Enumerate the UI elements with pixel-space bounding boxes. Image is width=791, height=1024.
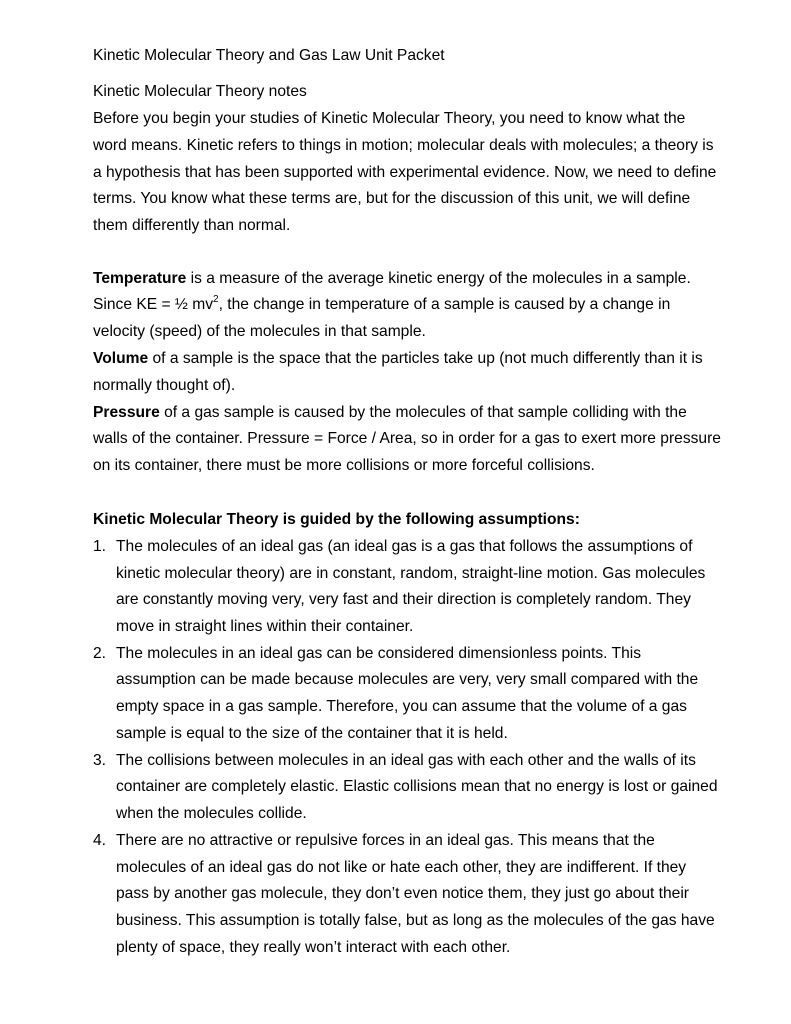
volume-term: Volume	[93, 350, 149, 367]
temperature-term: Temperature	[93, 270, 187, 287]
assumption-line: move in straight lines within their container.	[116, 618, 414, 635]
assumption-line: are constantly moving very, very fast and their direction is completely random. They	[116, 591, 691, 608]
temperature-exponent: 2	[213, 293, 219, 305]
temperature-formula-rest: , the change in temperature of a sample is caused by a change in	[218, 296, 671, 313]
assumption-number: 4.	[93, 832, 107, 849]
assumption-line: There are no attractive or repulsive forces in an ideal gas. This means that the	[116, 832, 655, 849]
assumption-line: empty space in a gas sample. Therefore, you can assume that the volume of a gas	[116, 698, 687, 715]
intro-line: terms. You know what these terms are, but for the discussion of this unit, we will define	[93, 190, 691, 207]
assumption-number: 3.	[93, 752, 107, 769]
intro-line: word means. Kinetic refers to things in motion; molecular deals with molecules; a theory is	[93, 137, 714, 154]
assumption-line: pass by another gas molecule, they don’t even notice them, they just go about their	[116, 885, 689, 902]
temperature-definition	[93, 270, 691, 288]
assumption-number: 1.	[93, 538, 107, 555]
document-title: Kinetic Molecular Theory and Gas Law Unit Packet	[93, 47, 445, 64]
assumption-line: assumption can be made because molecules are very, very small compared with the	[116, 671, 699, 688]
pressure-line: walls of the container. Pressure = Force / Area, so in order for a gas to exert more pressure	[93, 430, 721, 447]
temperature-formula-line	[93, 293, 671, 314]
intro-line: them differently than normal.	[93, 217, 291, 234]
volume-text: of a sample is the space that the particles take up (not much differently than it is	[148, 350, 703, 367]
assumption-line: The molecules in an ideal gas can be considered dimensionless points. This	[116, 645, 642, 662]
temperature-formula: Since KE = ½ mv	[93, 296, 214, 313]
assumption-line: container are completely elastic. Elastic collisions mean that no energy is lost or gained	[116, 778, 718, 795]
pressure-line: on its container, there must be more collisions or more forceful collisions.	[93, 457, 595, 474]
assumption-line: kinetic molecular theory) are in constant, random, straight-line motion. Gas molecules	[116, 565, 706, 582]
assumption-line: when the molecules collide.	[116, 805, 307, 822]
volume-line: normally thought of).	[93, 377, 236, 394]
assumption-line: sample is equal to the size of the container that it is held.	[116, 725, 508, 742]
intro-line: Before you begin your studies of Kinetic Molecular Theory, you need to know what the	[93, 110, 686, 127]
assumption-line: plenty of space, they really won’t interact with each other.	[116, 939, 511, 956]
assumption-line: molecules of an ideal gas do not like or hate each other, they are indifferent. If they	[116, 859, 687, 876]
assumption-line: business. This assumption is totally false, but as long as the molecules of the gas have	[116, 912, 715, 929]
temperature-text: is a measure of the average kinetic energy of the molecules in a sample.	[186, 270, 691, 287]
volume-definition	[93, 350, 703, 368]
assumption-number: 2.	[93, 645, 107, 662]
section-subtitle: Kinetic Molecular Theory notes	[93, 83, 307, 100]
intro-line: a hypothesis that has been supported with experimental evidence. Now, we need to define	[93, 164, 717, 181]
assumption-line: The molecules of an ideal gas (an ideal gas is a gas that follows the assumptions of	[116, 538, 693, 555]
assumption-line: The collisions between molecules in an ideal gas with each other and the walls of its	[116, 752, 696, 769]
assumptions-heading: Kinetic Molecular Theory is guided by the following assumptions:	[93, 511, 580, 528]
pressure-definition	[93, 404, 687, 422]
pressure-text: of a gas sample is caused by the molecules of that sample colliding with the	[159, 404, 687, 421]
pressure-term: Pressure	[93, 404, 160, 421]
temperature-line: velocity (speed) of the molecules in that sample.	[93, 323, 426, 340]
